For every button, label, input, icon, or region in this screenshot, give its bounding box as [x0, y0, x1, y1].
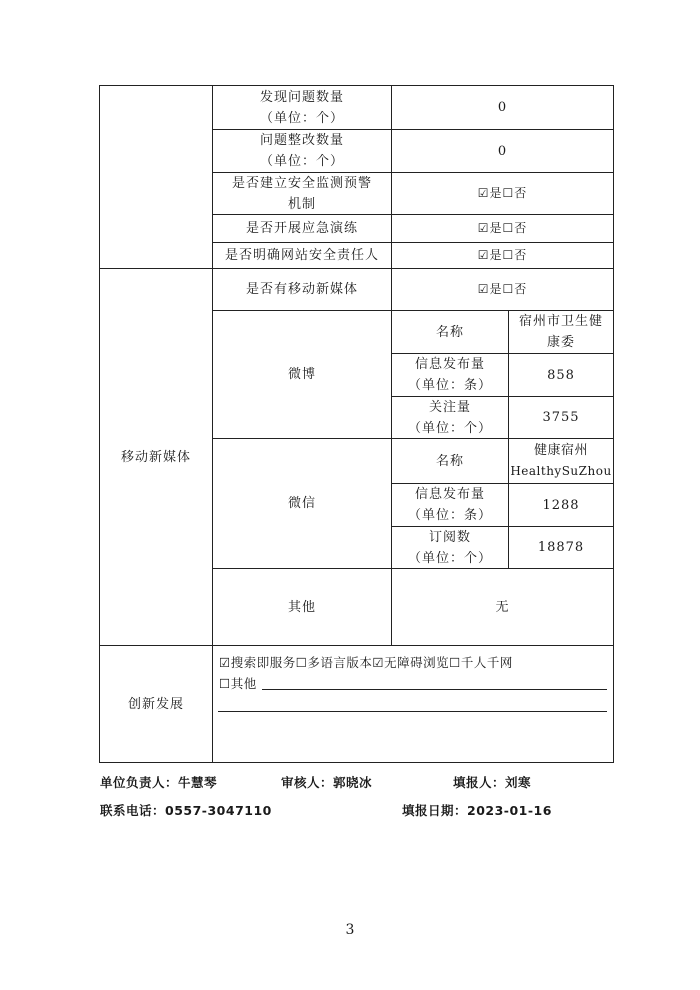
wechat-subscribers-value: 18878: [537, 540, 585, 555]
other-media-value: 无: [495, 599, 510, 615]
weibo-posts-value: 858: [547, 367, 575, 383]
drill-label: 是否开展应急演练: [245, 221, 358, 236]
other-media-label: 其他: [287, 599, 316, 615]
innovation-other: ☐其他: [219, 676, 257, 691]
table-border-bottom: [99, 762, 614, 763]
issues-found-value: 0: [497, 100, 508, 115]
has-media-label: 是否有移动新媒体: [245, 282, 358, 297]
wechat-subscribers-label: 订阅数 （单位：个）: [407, 529, 492, 566]
mobile-section-label: 移动新媒体: [120, 449, 191, 465]
table-border-right: [613, 85, 614, 763]
innovation-options: ☑搜索即服务☐多语言版本☑无障碍浏览☐千人千网: [219, 655, 513, 670]
wechat-posts-value: 1288: [542, 497, 580, 513]
innovation-label: 创新发展: [127, 696, 184, 712]
weibo-followers-value: 3755: [542, 410, 580, 425]
weibo-posts-label: 信息发布量 （单位：条）: [407, 357, 492, 393]
issues-found-label: 发现问题数量 （单位：个）: [259, 89, 344, 126]
has-media-checkbox: ☑是☐否: [477, 282, 528, 296]
wechat-label: 微信: [287, 496, 316, 511]
issues-fixed-label: 问题整改数量 （单位：个）: [259, 133, 344, 169]
contact-phone: 联系电话：0557-3047110: [100, 803, 272, 818]
weibo-name-label: 名称: [435, 324, 464, 340]
owner-checkbox: ☑是☐否: [477, 248, 528, 262]
weibo-label: 微博: [287, 367, 316, 382]
issues-fixed-value: 0: [497, 143, 508, 159]
weibo-followers-label: 关注量 （单位：个）: [407, 399, 492, 436]
page-number: 3: [345, 922, 355, 938]
wechat-name-value: 健康宿州 HealthySuZhou: [510, 443, 612, 478]
other-underline: [262, 689, 607, 690]
other-underline-2: [218, 711, 607, 712]
weibo-name-value: 宿州市卫生健 康委: [518, 314, 603, 350]
reviewer: 审核人：郭晓冰: [281, 775, 373, 790]
filler: 填报人：刘寒: [453, 775, 532, 790]
wechat-posts-label: 信息发布量 （单位：条）: [407, 487, 492, 523]
wechat-name-label: 名称: [435, 453, 464, 469]
drill-checkbox: ☑是☐否: [477, 221, 528, 235]
owner-label: 是否明确网站安全责任人: [224, 248, 379, 263]
monitoring-checkbox: ☑是☐否: [477, 186, 528, 200]
monitoring-label: 是否建立安全监测预警 机制: [231, 175, 372, 212]
fill-date: 填报日期：2023-01-16: [402, 803, 552, 818]
unit-head: 单位负责人：牛慧琴: [100, 775, 218, 790]
